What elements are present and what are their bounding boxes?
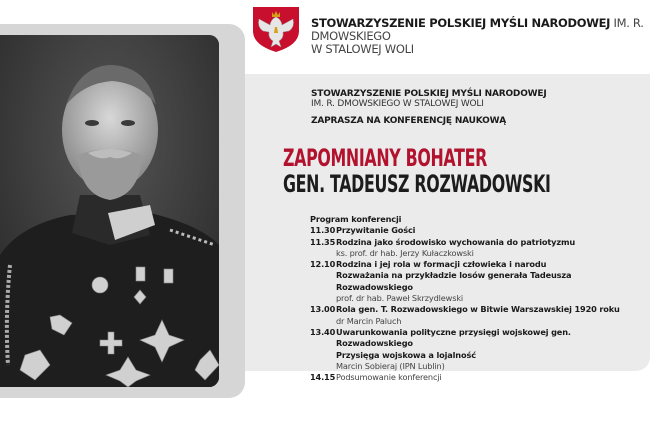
general-portrait-photo [0,35,219,387]
organization-name [311,17,650,56]
org-city: W STALOWEJ WOLI [311,42,414,56]
program-time: 13.00 [310,304,336,315]
program-title: Uwarunkowania polityczne przysięgi wojskowej gen. Rozwadowskiego [336,326,571,349]
conference-program [310,214,650,383]
program-speaker: dr Marcin Paluch [336,315,402,326]
program-title: Przywitanie Gości [336,225,416,236]
program-time: 11.35 [310,236,336,247]
invitation-text: ZAPRASZA NA KONFERENCJĘ NAUKOWĄ [311,116,507,126]
program-title: Rola gen. T. Rozwadowskiego w Bitwie Warszawskiej 1920 roku [336,304,620,315]
title-general-name: GEN. TADEUSZ ROZWADOWSKI [283,170,551,198]
portrait-illustration-icon [0,35,219,387]
organization-header [251,4,650,54]
program-time: 12.10 [310,259,336,270]
program-subtitle: Przysięga wojskowa a lojalność [336,349,476,360]
org-name-bold: STOWARZYSZENIE POLSKIEJ MYŚLI NARODOWEJ [311,16,611,30]
photo-frame [0,24,245,398]
program-speaker: ks. prof. dr hab. Jerzy Kułaczkowski [336,247,474,258]
org-name-light: IM. R. DMOWSKIEGO [311,16,644,43]
program-item [310,304,650,315]
program-speaker: prof. dr hab. Paweł Skrzydlewski [336,293,464,304]
program-item [310,372,650,383]
program-title: Rodzina i jej rola w formacji człowieka i narodu [336,259,547,270]
program-time: 14.15 [310,372,336,383]
program-time: 13.40 [310,326,336,337]
program-time: 11.30 [310,225,336,236]
intro-org-line2: IM. R. DMOWSKIEGO W STALOWEJ WOLI [311,99,484,109]
title-forgotten-hero: ZAPOMNIANY BOHATER [283,144,487,172]
intro-org-line1: STOWARZYSZENIE POLSKIEJ MYŚLI NARODOWEJ [311,89,547,99]
program-title: Podsumowanie konferencji [336,372,442,383]
white-eagle-shield-icon [251,5,301,53]
program-title: Rodzina jako środowisko wychowania do patriotyzmu [336,236,576,247]
program-heading: Program konferencji [310,214,402,224]
program-item [310,225,650,236]
program-item [310,237,650,248]
program-item [310,259,650,270]
program-speaker: Marcin Sobieraj (IPN Lublin) [336,360,445,371]
intro-block [311,89,546,126]
program-item [310,327,650,350]
program-subtitle: Rozważania na przykładzie losów generała Tadeusza Rozwadowskiego [336,270,572,292]
